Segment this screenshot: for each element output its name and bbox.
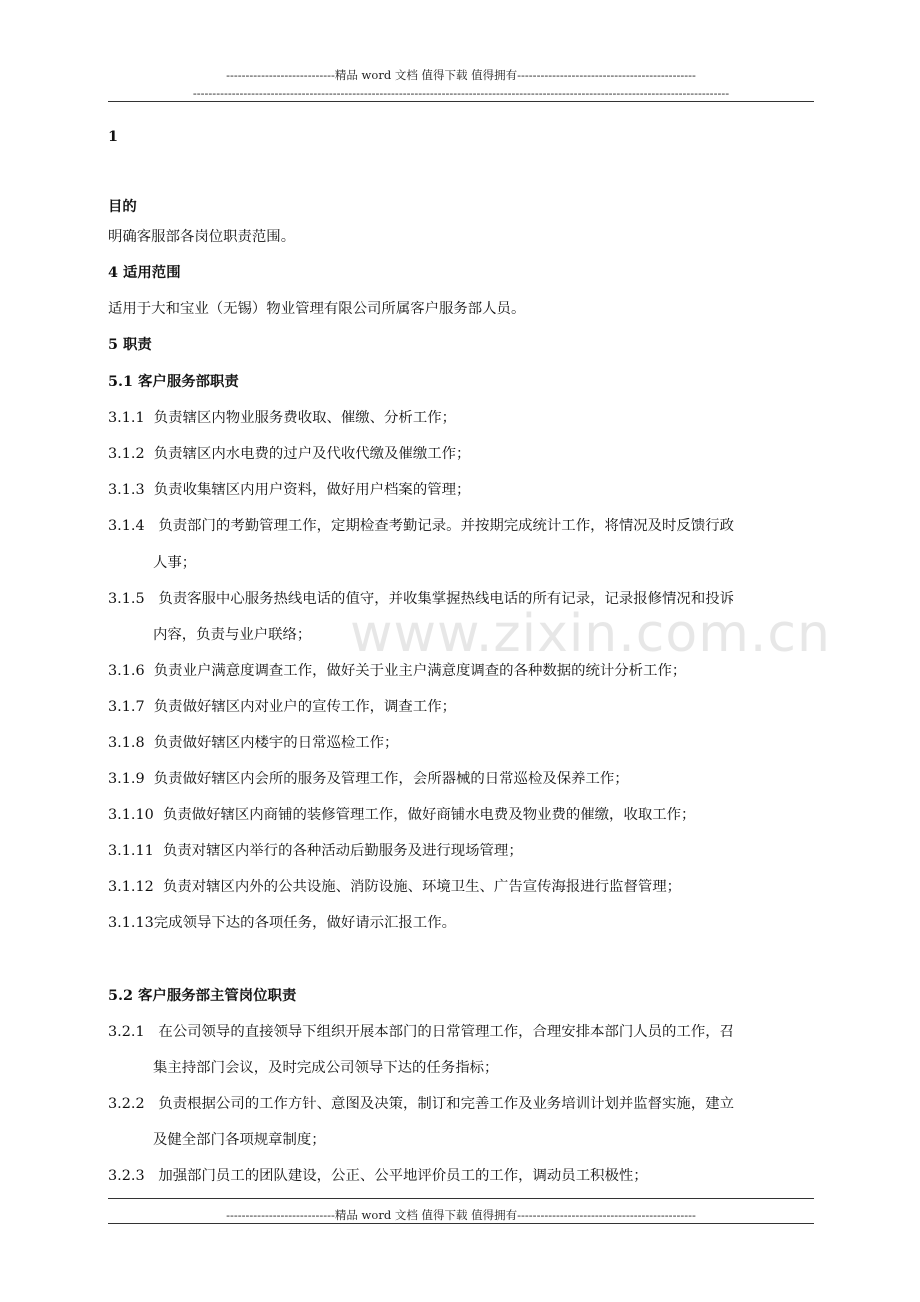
list-item	[108, 589, 814, 609]
footer-rule-bottom	[108, 1223, 814, 1224]
item-number: 3.1.3	[108, 482, 145, 498]
item-number: 3.1.4	[108, 518, 145, 534]
item-continuation: 人事；	[153, 555, 197, 571]
list-item	[108, 877, 814, 897]
list-item	[108, 769, 814, 789]
watermark: www.zixin.com.cn	[350, 604, 831, 664]
footer-banner: ----------------------------精品 word 文档 值得下载 值得拥有----------------------------------------------	[226, 1208, 696, 1222]
list-item	[108, 516, 814, 536]
item-text: 负责业户满意度调查工作，做好关于业主户满意度调查的各种数据的统计分析工作；	[153, 663, 687, 679]
section-purpose-title: 目的	[108, 198, 137, 215]
header-dash-line: ------------------------------------------------------------------------------------------------------------------------------------------	[192, 86, 730, 100]
list-item	[108, 1022, 814, 1042]
item-number: 3.2.2	[108, 1096, 145, 1112]
item-text: 负责收集辖区内用户资料，做好用户档案的管理；	[153, 482, 471, 498]
section-scope-title: 4 适用范围	[108, 264, 181, 281]
list-item	[108, 480, 814, 500]
item-text: 完成领导下达的各项任务，做好请示汇报工作。	[153, 915, 456, 931]
list-item	[108, 733, 814, 753]
item-number: 3.1.6	[108, 663, 145, 679]
item-number: 3.1.5	[108, 591, 145, 607]
item-text: 负责做好辖区内对业户的宣传工作，调查工作；	[153, 699, 456, 715]
list-item	[108, 913, 814, 933]
section-scope-text: 适用于大和宝业（无锡）物业管理有限公司所属客户服务部人员。	[108, 301, 526, 317]
item-number: 3.1.1	[108, 410, 145, 426]
item-text: 负责对辖区内举行的各种活动后勤服务及进行现场管理；	[162, 843, 523, 859]
item-number: 3.1.12	[108, 879, 154, 895]
list-item	[108, 697, 814, 717]
item-continuation: 内容，负责与业户联络；	[153, 627, 312, 643]
item-number: 3.1.8	[108, 735, 145, 751]
list-item	[108, 1094, 814, 1114]
item-text: 负责做好辖区内会所的服务及管理工作，会所器械的日常巡检及保养工作；	[153, 771, 629, 787]
item-number: 3.1.2	[108, 446, 145, 462]
section-5-2-title: 5.2 客户服务部主管岗位职责	[108, 987, 297, 1004]
item-number: 3.2.1	[108, 1024, 145, 1040]
header-banner: ----------------------------精品 word 文档 值得下载 值得拥有----------------------------------------------	[226, 68, 696, 82]
list-item	[108, 1166, 814, 1186]
section-duty-title: 5 职责	[108, 336, 152, 353]
page-number: 1	[108, 128, 119, 145]
section-purpose-text: 明确客服部各岗位职责范围。	[108, 229, 296, 245]
item-number: 3.1.10	[108, 807, 154, 823]
item-number: 3.1.11	[108, 843, 154, 859]
item-text: 负责客服中心服务热线电话的值守，并收集掌握热线电话的所有记录，记录报修情况和投诉	[158, 591, 734, 607]
item-text: 负责辖区内水电费的过户及代收代缴及催缴工作；	[153, 446, 471, 462]
list-item	[108, 805, 814, 825]
item-text: 在公司领导的直接领导下组织开展本部门的日常管理工作，合理安排本部门人员的工作，召	[158, 1024, 734, 1040]
item-text: 负责对辖区内外的公共设施、消防设施、环境卫生、广告宣传海报进行监督管理；	[162, 879, 682, 895]
item-text: 负责做好辖区内商铺的装修管理工作，做好商铺水电费及物业费的催缴，收取工作；	[162, 807, 696, 823]
footer-rule	[108, 1198, 814, 1199]
list-item	[108, 408, 814, 428]
item-text: 加强部门员工的团队建设，公正、公平地评价员工的工作，调动员工积极性；	[158, 1168, 648, 1184]
item-continuation: 集主持部门会议，及时完成公司领导下达的任务指标；	[153, 1060, 499, 1076]
item-number: 3.2.3	[108, 1168, 145, 1184]
item-continuation: 及健全部门各项规章制度；	[153, 1132, 326, 1148]
item-text: 负责辖区内物业服务费收取、催缴、分析工作；	[153, 410, 456, 426]
item-number: 3.1.7	[108, 699, 145, 715]
header-rule	[108, 101, 814, 102]
item-number: 3.1.13	[108, 915, 154, 931]
section-5-1-title: 5.1 客户服务部职责	[108, 373, 239, 390]
item-text: 负责根据公司的工作方针、意图及决策，制订和完善工作及业务培训计划并监督实施，建立	[158, 1096, 734, 1112]
item-text: 负责部门的考勤管理工作，定期检查考勤记录。并按期完成统计工作，将情况及时反馈行政	[158, 518, 734, 534]
item-number: 3.1.9	[108, 771, 145, 787]
list-item	[108, 841, 814, 861]
list-item	[108, 661, 814, 681]
list-item	[108, 444, 814, 464]
item-text: 负责做好辖区内楼宇的日常巡检工作；	[153, 735, 399, 751]
